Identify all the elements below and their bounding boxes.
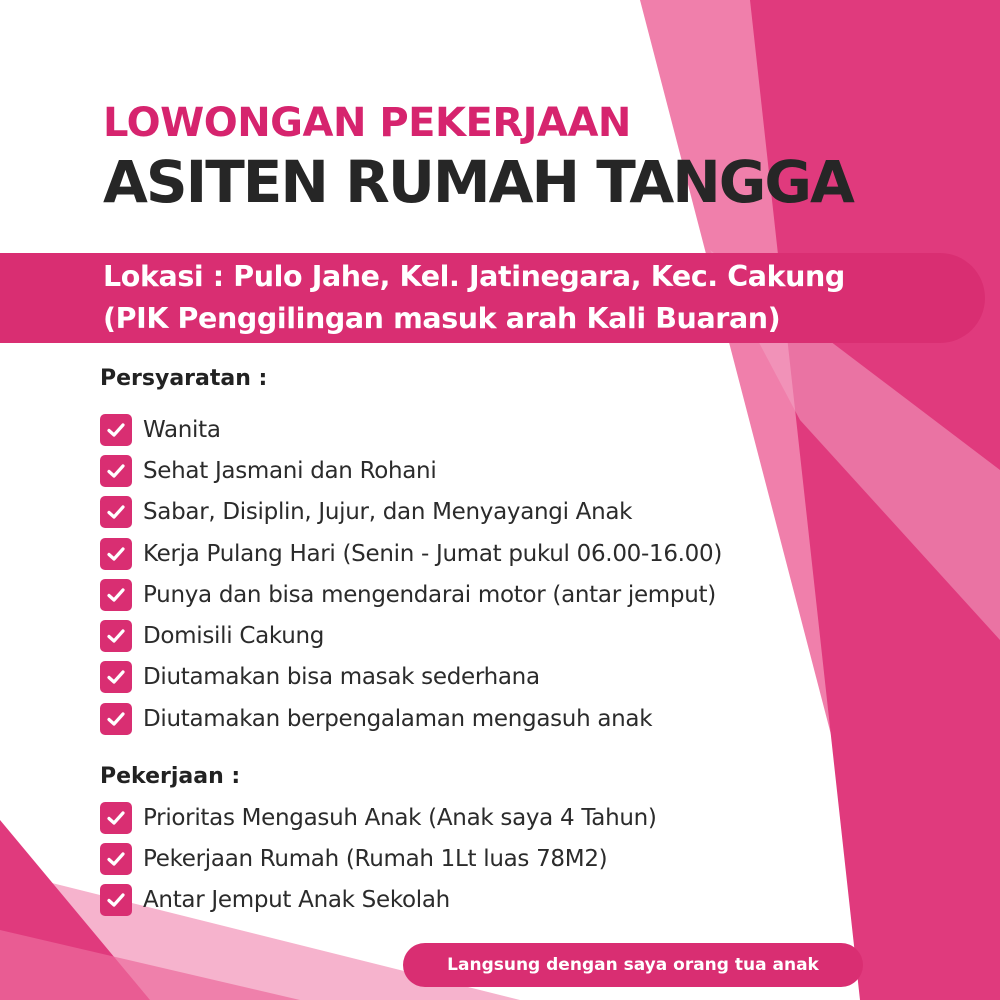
checkmark-icon (100, 414, 132, 446)
list-item-text: Antar Jemput Anak Sekolah (143, 887, 450, 914)
list-item-text: Diutamakan berpengalaman mengasuh anak (143, 705, 653, 732)
checkmark-icon (100, 496, 132, 528)
checkmark-icon (100, 802, 132, 834)
requirements-heading: Persyaratan : (100, 366, 268, 391)
checkmark-icon (100, 538, 132, 570)
list-item (100, 533, 722, 574)
location-line: (PIK Penggilingan masuk arah Kali Buaran) (103, 302, 781, 335)
list-item (100, 797, 657, 838)
list-item (100, 450, 722, 491)
list-item (100, 615, 722, 656)
location-line: Lokasi : Pulo Jahe, Kel. Jatinegara, Kec. Cakung (103, 260, 845, 293)
checkmark-icon (100, 884, 132, 916)
job-title: ASITEN RUMAH TANGGA (103, 148, 853, 216)
checkmark-icon (100, 661, 132, 693)
list-item (100, 492, 722, 533)
list-item-text: Prioritas Mengasuh Anak (Anak saya 4 Tahun) (143, 804, 657, 831)
list-item-text: Domisili Cakung (143, 623, 325, 650)
checkmark-icon (100, 843, 132, 875)
list-item (100, 880, 657, 921)
list-item-text: Sehat Jasmani dan Rohani (143, 457, 437, 484)
location-text (103, 256, 963, 340)
checkmark-icon (100, 703, 132, 735)
list-item (100, 698, 722, 739)
list-item (100, 409, 722, 450)
headline: LOWONGAN PEKERJAAN (103, 100, 631, 146)
list-item-text: Diutamakan bisa masak sederhana (143, 664, 540, 691)
list-item-text: Kerja Pulang Hari (Senin - Jumat pukul 06.00-16.00) (143, 540, 723, 567)
list-item (100, 574, 722, 615)
jobs-list (100, 797, 657, 921)
contact-badge: Langsung dengan saya orang tua anak (403, 943, 863, 987)
list-item-text: Punya dan bisa mengendarai motor (antar jemput) (143, 581, 716, 608)
list-item-text: Pekerjaan Rumah (Rumah 1Lt luas 78M2) (143, 845, 608, 872)
checkmark-icon (100, 620, 132, 652)
list-item-text: Sabar, Disiplin, Jujur, dan Menyayangi Anak (143, 499, 633, 526)
list-item (100, 838, 657, 879)
checkmark-icon (100, 455, 132, 487)
list-item (100, 657, 722, 698)
requirements-list (100, 409, 722, 739)
jobs-heading: Pekerjaan : (100, 764, 241, 789)
checkmark-icon (100, 579, 132, 611)
list-item-text: Wanita (143, 416, 221, 443)
